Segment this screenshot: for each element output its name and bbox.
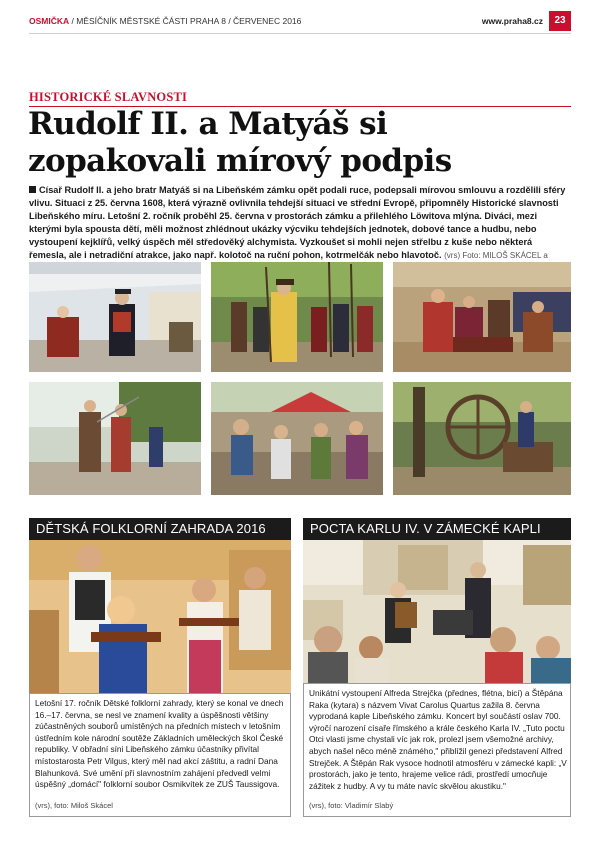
page-number: 23 [549,11,571,31]
lead-photo-credit: (vrs) Foto: MILOŠ SKÁCEL a [444,251,548,260]
header-brand: OSMIČKA [29,16,70,26]
chapel-credit: (vrs), foto: Vladimír Slabý [309,801,394,810]
header-divider [29,33,571,34]
photo-soldiers-pikes [211,262,383,372]
header-subtitle: / MĚSÍČNÍK MĚSTSKÉ ČÁSTI PRAHA 8 / ČERVENEC 2016 [69,16,302,26]
photo-nobles-tent [29,262,201,372]
photo-crowd-market [211,382,383,495]
headline-line-1: Rudolf II. a Matyáš si [28,106,388,142]
folklore-body: Letošní 17. ročník Dětské folklorní zahrady, který se konal ve dnech 16.–17. června, se nesl ve znamení kvality a úspěšnosti většiny zúčastněných souborů umístěných na předních místech v letošním ústředním kole národní soutěže Základních uměleckých škol České republiky. V obřadní síni Libeňského zámku účastníky přivítal místostarosta Petr Vilgus, který měl nad akcí záštitu, a radní Dana Blahunková. Své umění při slavnostním zahájení předvedl velmi úspěšný „domácí" folklorní soubor Osmikvítek ze ZUŠ Taussigova. [35,698,284,790]
square-bullet-icon [29,186,36,193]
header-website[interactable]: www.praha8.cz [481,16,543,26]
article-headline [28,106,573,180]
folklore-credit: (vrs), foto: Miloš Skácel [35,801,113,810]
chapel-body: Unikátní vystoupení Alfreda Strejčka (přednes, flétna, bicí) a Štěpána Raka (kytara) s názvem Vivat Carolus Quartus zažila 8. června vyprodaná kaple Libeňského zámku. Koncert byl součástí oslav 700. výročí narození císaře římského a krále českého Karla IV. „Tuto poctu Otci vlasti jsme chystali víc jak rok, prolezl jsem všemožné archivy, abych našel něco méně známého," přiblížil genezi představení Alfred Strejček. A Štěpán Rak vysoce hodnotil atmosféru v zámecké kapli: „V prostorách, jako je tento, hrajeme velice rádi, prostředí umocňuje zážitek z hudby. A vy tu máte navíc skvělou akustiku." [309,688,567,791]
photo-fencers-garden [29,382,201,495]
photo-folk-children-violins [29,540,291,693]
header-masthead [29,16,301,26]
chapel-section-title: POCTA KARLU IV. V ZÁMECKÉ KAPLI [303,518,571,540]
lead-text: Císař Rudolf II. a jeho bratr Matyáš si na Libeňském zámku opět podali ruce, podepsali mírovou smlouvu a rozdělili sféry vlivu. Situaci z 25. června 1608, která výrazně ovlivnila tehdejší situaci ve střední Evropě, připomněly Historické slavnosti Libeňského míru. Letošní 2. ročník proběhl 25. června v prostorách zámku a přilehlého Löwitova mlýna. Diváci, mezi kterými byla spousta dětí, měli možnost zhlédnout ukázky výcviku tehdejších jednotek, dobové tance a hudbu, nebo vystoupení kejklířů, velký úspěch měl středověký alchymista. Vyzkoušet si mohli nejen střelbu z kuše nebo některá řemesla, ale i netradiční atrakce, jako např. kolotoč na ruční pohon, kotrmelčák nebo hlavotoč. [29,185,566,260]
headline-line-2: zopakovali mírový podpis [28,143,452,179]
photo-wooden-wheel-ride [393,382,571,495]
folklore-section-title: DĚTSKÁ FOLKLORNÍ ZAHRADA 2016 [29,518,291,540]
page-header [29,11,571,31]
photo-chapel-concert [303,540,571,683]
article-kicker: HISTORICKÉ SLAVNOSTI [29,90,188,104]
photo-dancers-costumes [393,262,571,372]
